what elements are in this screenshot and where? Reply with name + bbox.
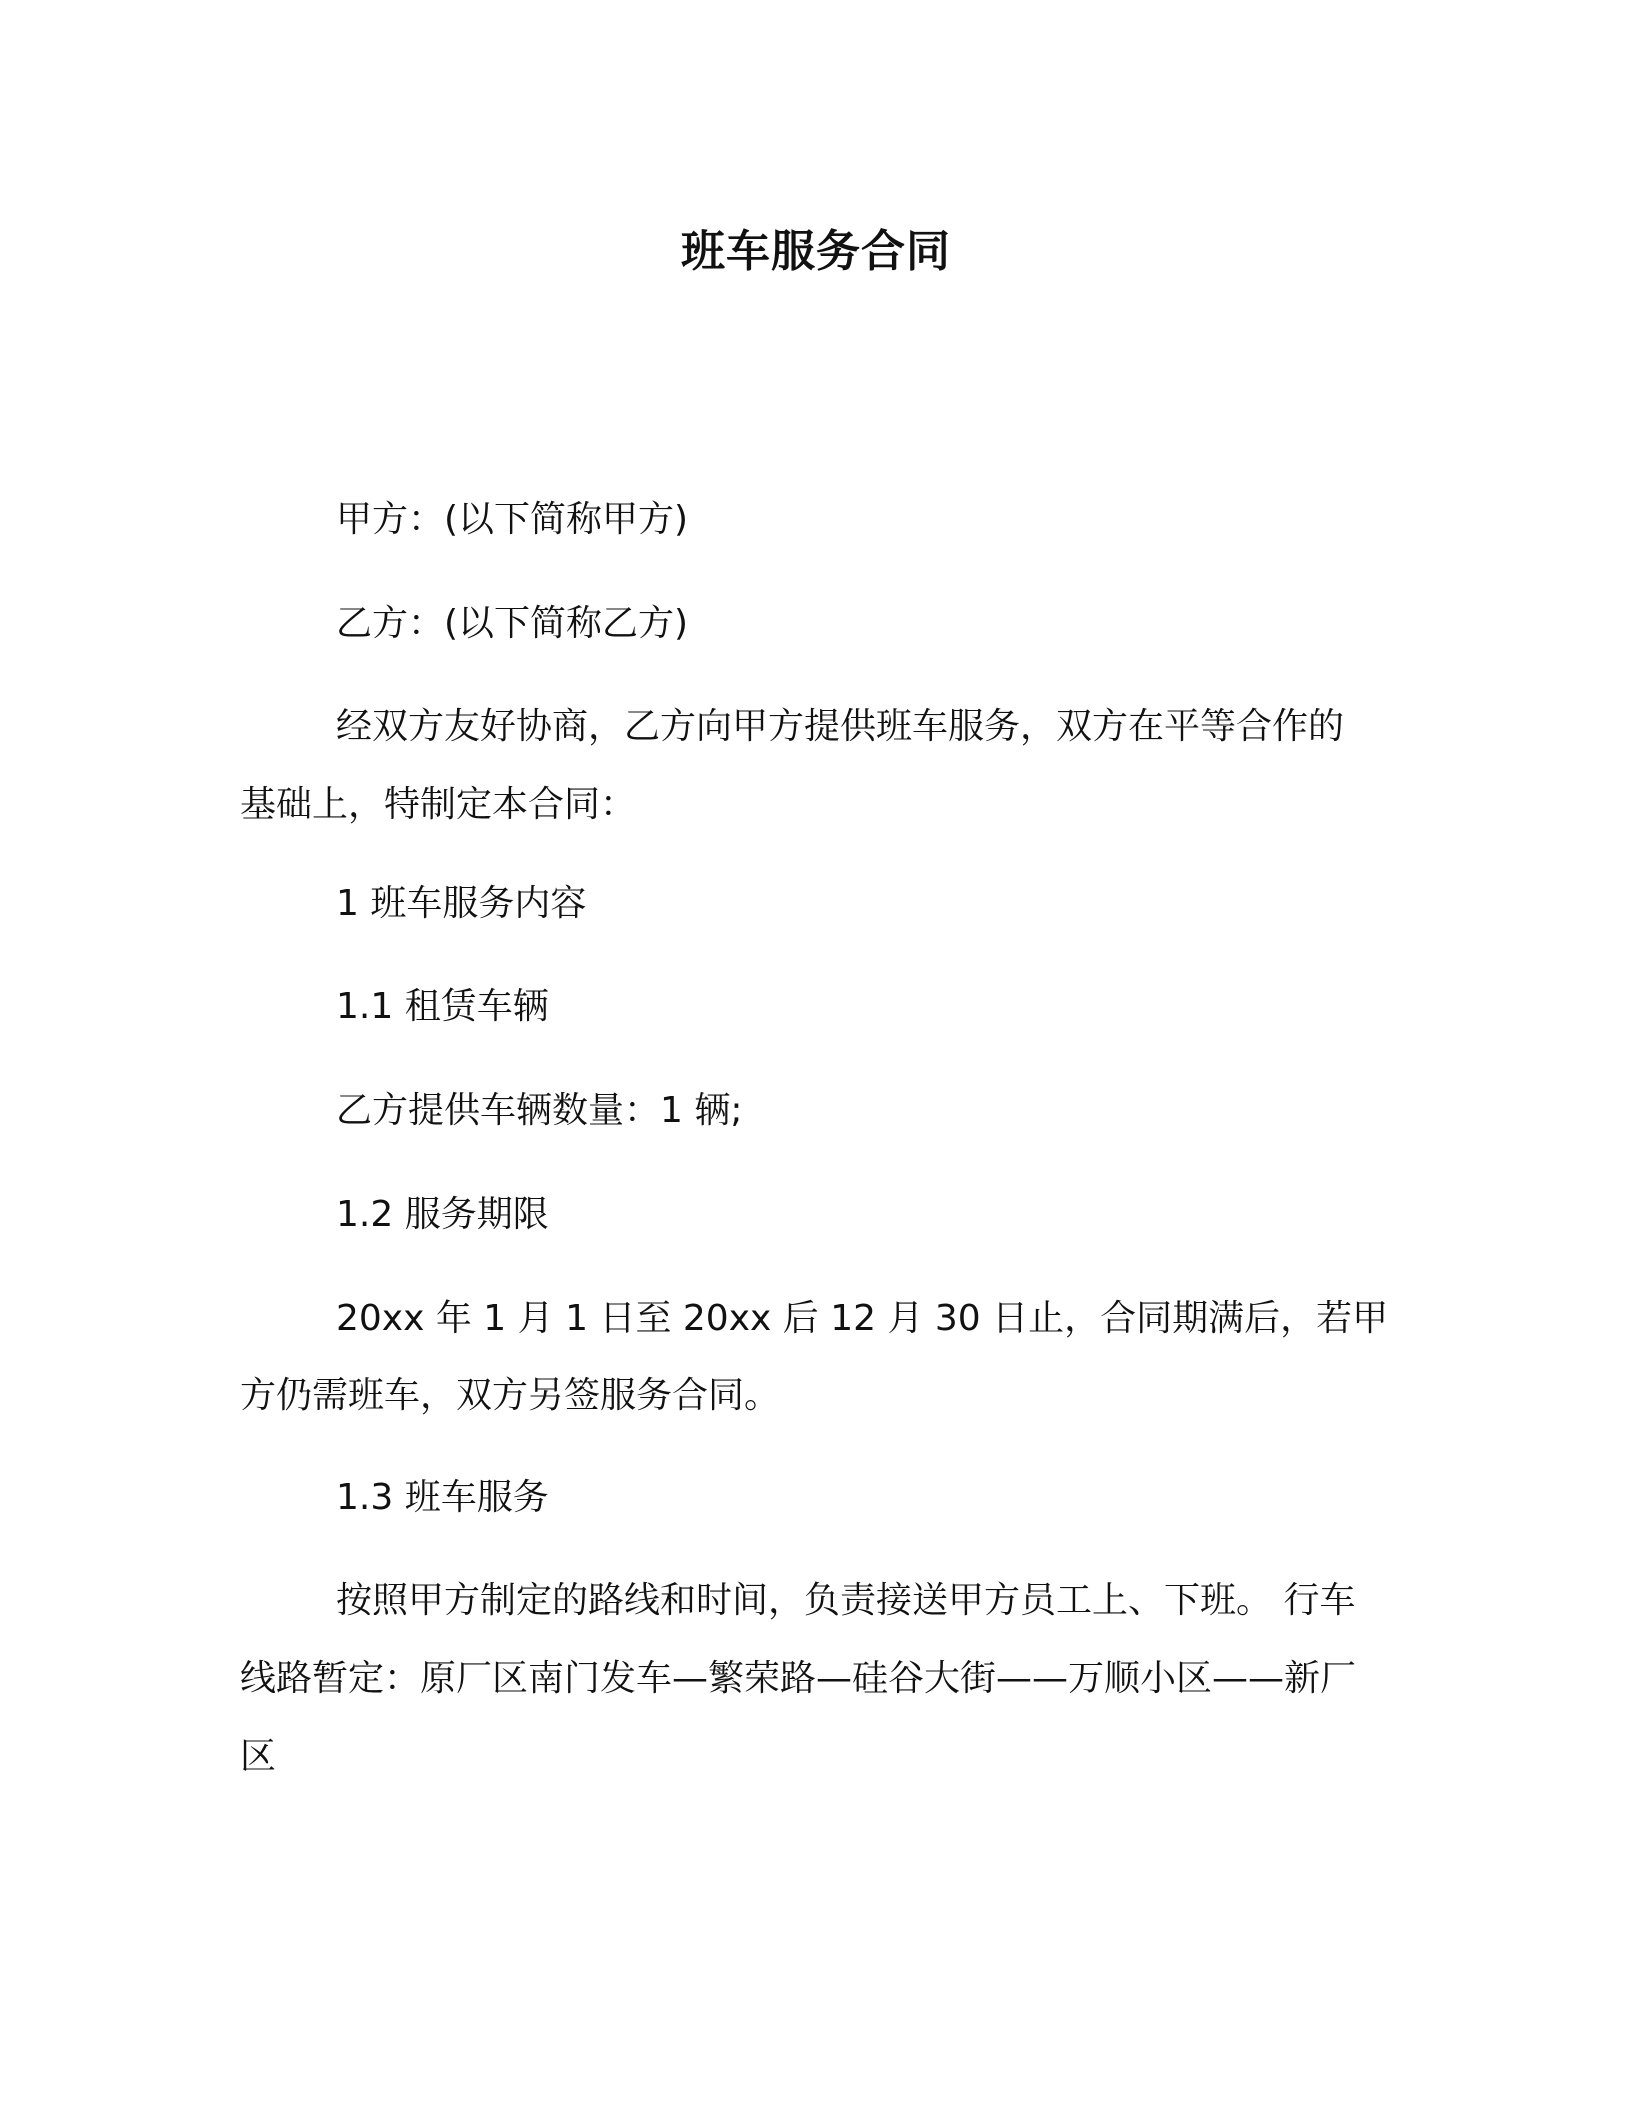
section-heading-1: 1 班车服务内容 — [336, 883, 587, 924]
party-a-line: 甲方：(以下简称甲方) — [336, 499, 689, 540]
term-line-2: 方仍需班车，双方另签服务合同。 — [240, 1375, 781, 1416]
service-line-3: 区 — [240, 1736, 277, 1777]
service-line-2: 线路暂定：原厂区南门发车—繁荣路—硅谷大街——万顺小区——新厂 — [240, 1658, 1357, 1699]
party-b-line: 乙方：(以下简称乙方) — [336, 603, 689, 644]
service-line-1: 按照甲方制定的路线和时间，负责接送甲方员工上、下班。 行车 — [336, 1580, 1356, 1621]
preamble-line-1: 经双方友好协商，乙方向甲方提供班车服务，双方在平等合作的 — [336, 706, 1345, 747]
vehicle-count-line: 乙方提供车辆数量：1 辆; — [336, 1090, 743, 1131]
preamble-line-2: 基础上，特制定本合同： — [240, 784, 637, 825]
section-heading-1-3: 1.3 班车服务 — [336, 1477, 549, 1518]
term-line-1: 20xx 年 1 月 1 日至 20xx 后 12 月 30 日止，合同期满后，若甲 — [336, 1298, 1389, 1339]
document-title: 班车服务合同 — [681, 226, 951, 277]
section-heading-1-2: 1.2 服务期限 — [336, 1194, 549, 1235]
section-heading-1-1: 1.1 租赁车辆 — [336, 986, 549, 1027]
